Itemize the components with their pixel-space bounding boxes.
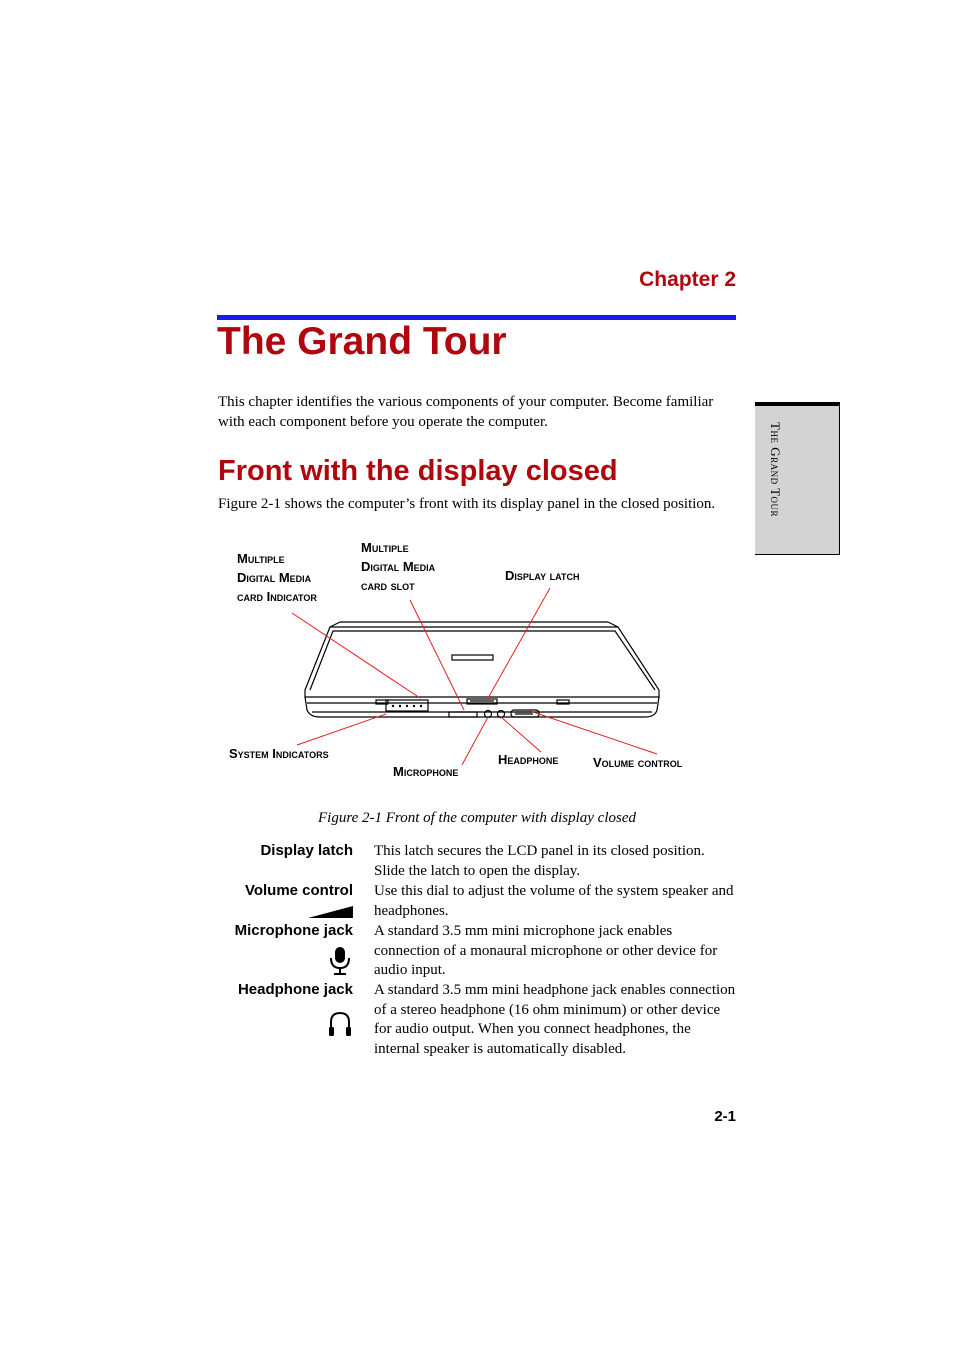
callout-line: card Indicator xyxy=(237,589,317,604)
figure-caption: Figure 2-1 Front of the computer with display closed xyxy=(317,810,636,826)
laptop-body xyxy=(305,622,659,718)
leader-mdm-indicator xyxy=(292,613,420,698)
chapter-title: The Grand Tour xyxy=(217,320,507,363)
side-tab-text: The Grand Tour xyxy=(768,422,783,518)
callout-system-indicators: System Indicators xyxy=(229,746,329,761)
page-number: 2-1 xyxy=(714,1108,736,1125)
chapter-label: Chapter 2 xyxy=(639,268,736,291)
callout-microphone: Microphone xyxy=(393,764,459,779)
intro-paragraph: This chapter identifies the various components of your computer. Become familiar with each component before you operate the computer. xyxy=(218,394,714,430)
desc-headphone-jack: A standard 3.5 mm mini headphone jack enables connection of a stereo headphone (16 ohm minimum) or other device for audio output. When you connect headphones, the internal speaker is automatically disabled. xyxy=(374,982,736,1057)
leader-lines xyxy=(292,588,657,765)
callout-volume-control: Volume control xyxy=(593,755,683,770)
volume-wedge-icon xyxy=(308,905,354,919)
callout-line: Multiple xyxy=(237,551,285,566)
callout-line: Multiple xyxy=(361,540,409,555)
term-volume-control: Volume control xyxy=(244,882,353,899)
callout-line: Digital Media xyxy=(361,559,436,574)
leader-headphone xyxy=(501,717,541,752)
term-microphone-jack: Microphone jack xyxy=(234,922,353,939)
figure-intro-paragraph: Figure 2-1 shows the computer’s front with its display panel in the closed position. xyxy=(218,496,716,512)
callout-display-latch: Display latch xyxy=(505,568,580,583)
callout-headphone: Headphone xyxy=(498,752,559,767)
desc-microphone-jack: A standard 3.5 mm mini microphone jack enables connection of a monaural microphone or other device for audio input. xyxy=(374,923,718,978)
headphone-icon xyxy=(327,1010,353,1038)
term-headphone-jack: Headphone jack xyxy=(237,981,353,998)
leader-microphone xyxy=(462,717,488,765)
leader-display-latch xyxy=(487,588,550,700)
leader-system-indicators xyxy=(297,714,386,745)
callout-line: card slot xyxy=(361,578,415,593)
section-title: Front with the display closed xyxy=(218,455,618,487)
callout-line: Digital Media xyxy=(237,570,312,585)
desc-display-latch: This latch secures the LCD panel in its closed position. Slide the latch to open the display. xyxy=(374,843,705,879)
term-display-latch: Display latch xyxy=(260,842,353,859)
microphone-icon xyxy=(328,946,352,976)
indicator-leds xyxy=(392,705,422,707)
desc-volume-control: Use this dial to adjust the volume of the system speaker and headphones. xyxy=(374,883,734,919)
